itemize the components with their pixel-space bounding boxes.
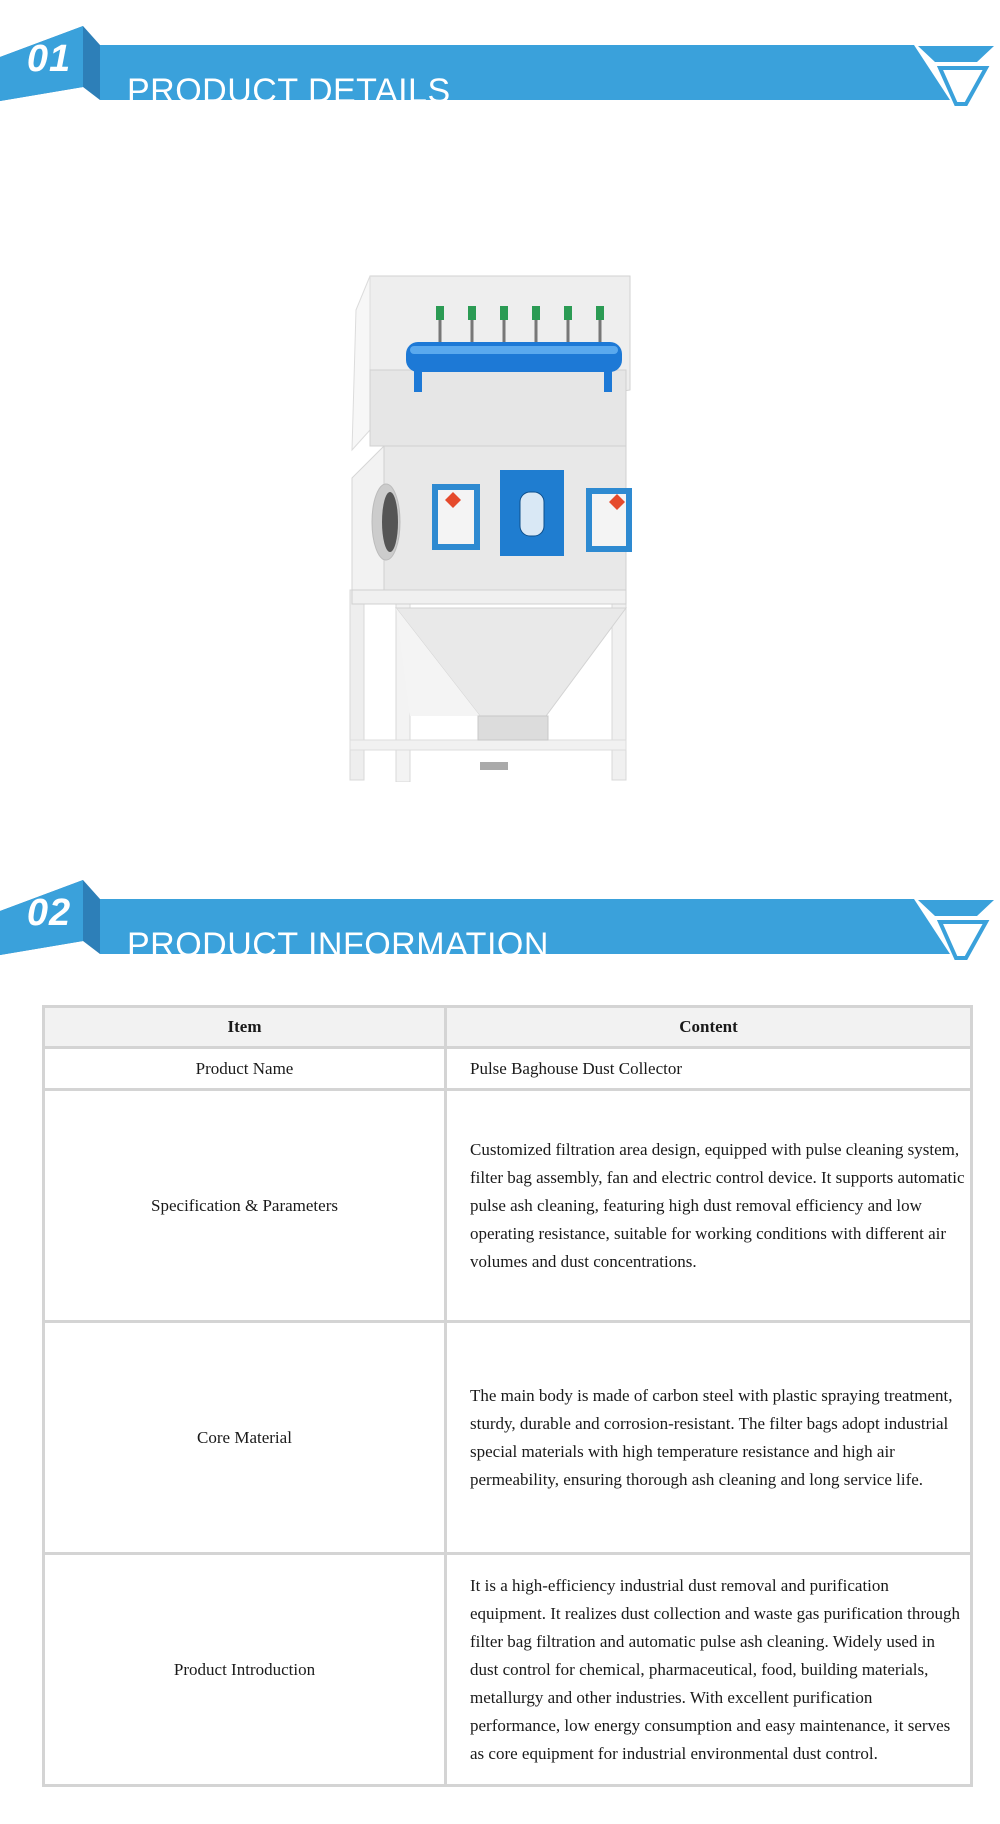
section-number: 01 — [26, 38, 72, 80]
table-row — [44, 1048, 972, 1090]
dust-collector-illustration — [330, 270, 670, 782]
section-title: PRODUCT INFORMATION — [127, 926, 549, 964]
section-title: PRODUCT DETAILS — [127, 72, 451, 110]
section-banner-product-details — [0, 26, 1000, 116]
row-item: Core Material — [44, 1322, 446, 1554]
section-banner-product-information — [0, 880, 1000, 970]
product-info-table — [42, 1005, 973, 1787]
row-item: Product Introduction — [44, 1554, 446, 1786]
table-row — [44, 1090, 972, 1322]
row-item: Product Name — [44, 1048, 446, 1090]
row-content: Pulse Baghouse Dust Collector — [446, 1048, 972, 1090]
row-content: Customized filtration area design, equipped with pulse cleaning system, filter bag assembly, fan and electric control device. It supports automatic pulse ash cleaning, featuring high dust removal efficiency and low operating resistance, suitable for working conditions with different air volumes and dust concentrations. — [446, 1090, 972, 1322]
row-content: The main body is made of carbon steel with plastic spraying treatment, sturdy, durable and corrosion-resistant. The filter bags adopt industrial special materials with high temperature resistance and high air permeability, ensuring thorough ash cleaning and long service life. — [446, 1322, 972, 1554]
table-header-row — [44, 1007, 972, 1048]
table-row — [44, 1554, 972, 1786]
table-row — [44, 1322, 972, 1554]
section-number: 02 — [26, 892, 72, 934]
column-header-content: Content — [446, 1007, 972, 1048]
row-item: Specification & Parameters — [44, 1090, 446, 1322]
row-content: It is a high-efficiency industrial dust removal and purification equipment. It realizes dust collection and waste gas purification through filter bag filtration and automatic pulse ash cleaning. Widely used in dust control for chemical, pharmaceutical, food, building materials, metallurgy and other industries. With excellent purification performance, low energy consumption and easy maintenance, it serves as core equipment for industrial environmental dust control. — [446, 1554, 972, 1786]
column-header-item: Item — [44, 1007, 446, 1048]
